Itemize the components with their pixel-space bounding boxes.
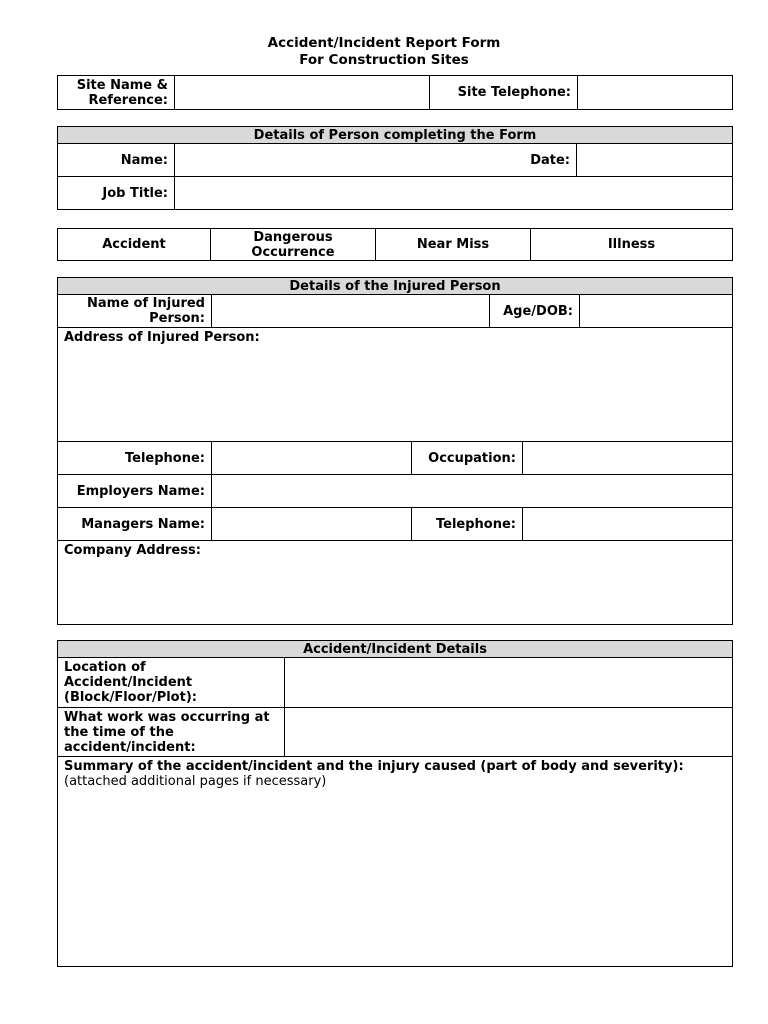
completer-header: Details of Person completing the Form [58, 127, 733, 144]
form-title-line1: Accident/Incident Report Form [267, 35, 501, 51]
incident-summary-note: (attached additional pages if necessary) [64, 774, 327, 789]
incident-work-label: What work was occurring at the time of the accident/incident: [58, 708, 285, 757]
managers-name-label: Managers Name: [58, 508, 212, 541]
incident-location-field[interactable] [285, 658, 733, 708]
injured-telephone-label: Telephone: [58, 442, 212, 475]
managers-name-field[interactable] [212, 508, 412, 541]
completer-job-title-label: Job Title: [58, 177, 175, 210]
site-telephone-label: Site Telephone: [430, 76, 578, 110]
injured-occupation-label: Occupation: [412, 442, 523, 475]
employers-name-field[interactable] [212, 475, 733, 508]
incident-summary-label: Summary of the accident/incident and the injury caused (part of body and severity): [64, 759, 684, 774]
category-illness[interactable]: Illness [531, 229, 733, 261]
managers-telephone-field[interactable] [523, 508, 733, 541]
injured-age-field[interactable] [580, 295, 733, 328]
employers-name-label: Employers Name: [58, 475, 212, 508]
injured-name-field[interactable] [212, 295, 490, 328]
incident-location-label: Location of Accident/Incident (Block/Floor/Plot): [58, 658, 285, 708]
site-telephone-field[interactable] [578, 76, 733, 110]
injured-header: Details of the Injured Person [58, 278, 733, 295]
category-table [57, 228, 733, 261]
form-title [0, 35, 768, 69]
incident-header: Accident/Incident Details [58, 641, 733, 658]
category-accident[interactable]: Accident [58, 229, 211, 261]
site-name-field[interactable] [175, 76, 430, 110]
injured-telephone-field[interactable] [212, 442, 412, 475]
site-table [57, 75, 733, 110]
category-dangerous-occurrence[interactable]: Dangerous Occurrence [211, 229, 376, 261]
completer-date-label: Date: [175, 144, 577, 177]
completer-name-label: Name: [58, 144, 175, 177]
completer-job-title-field[interactable] [175, 177, 733, 210]
incident-table [57, 640, 733, 967]
injured-table [57, 277, 733, 625]
completer-date-field[interactable] [577, 144, 733, 177]
incident-work-field[interactable] [285, 708, 733, 757]
company-address-label[interactable]: Company Address: [58, 541, 733, 625]
injured-address-label[interactable]: Address of Injured Person: [58, 328, 733, 442]
injured-name-label: Name of Injured Person: [58, 295, 212, 328]
site-name-label: Site Name & Reference: [58, 76, 175, 110]
category-near-miss[interactable]: Near Miss [376, 229, 531, 261]
completer-table [57, 126, 733, 210]
injured-occupation-field[interactable] [523, 442, 733, 475]
form-title-line2: For Construction Sites [299, 52, 469, 68]
managers-telephone-label: Telephone: [412, 508, 523, 541]
incident-summary-cell[interactable] [58, 757, 733, 967]
injured-age-label: Age/DOB: [490, 295, 580, 328]
